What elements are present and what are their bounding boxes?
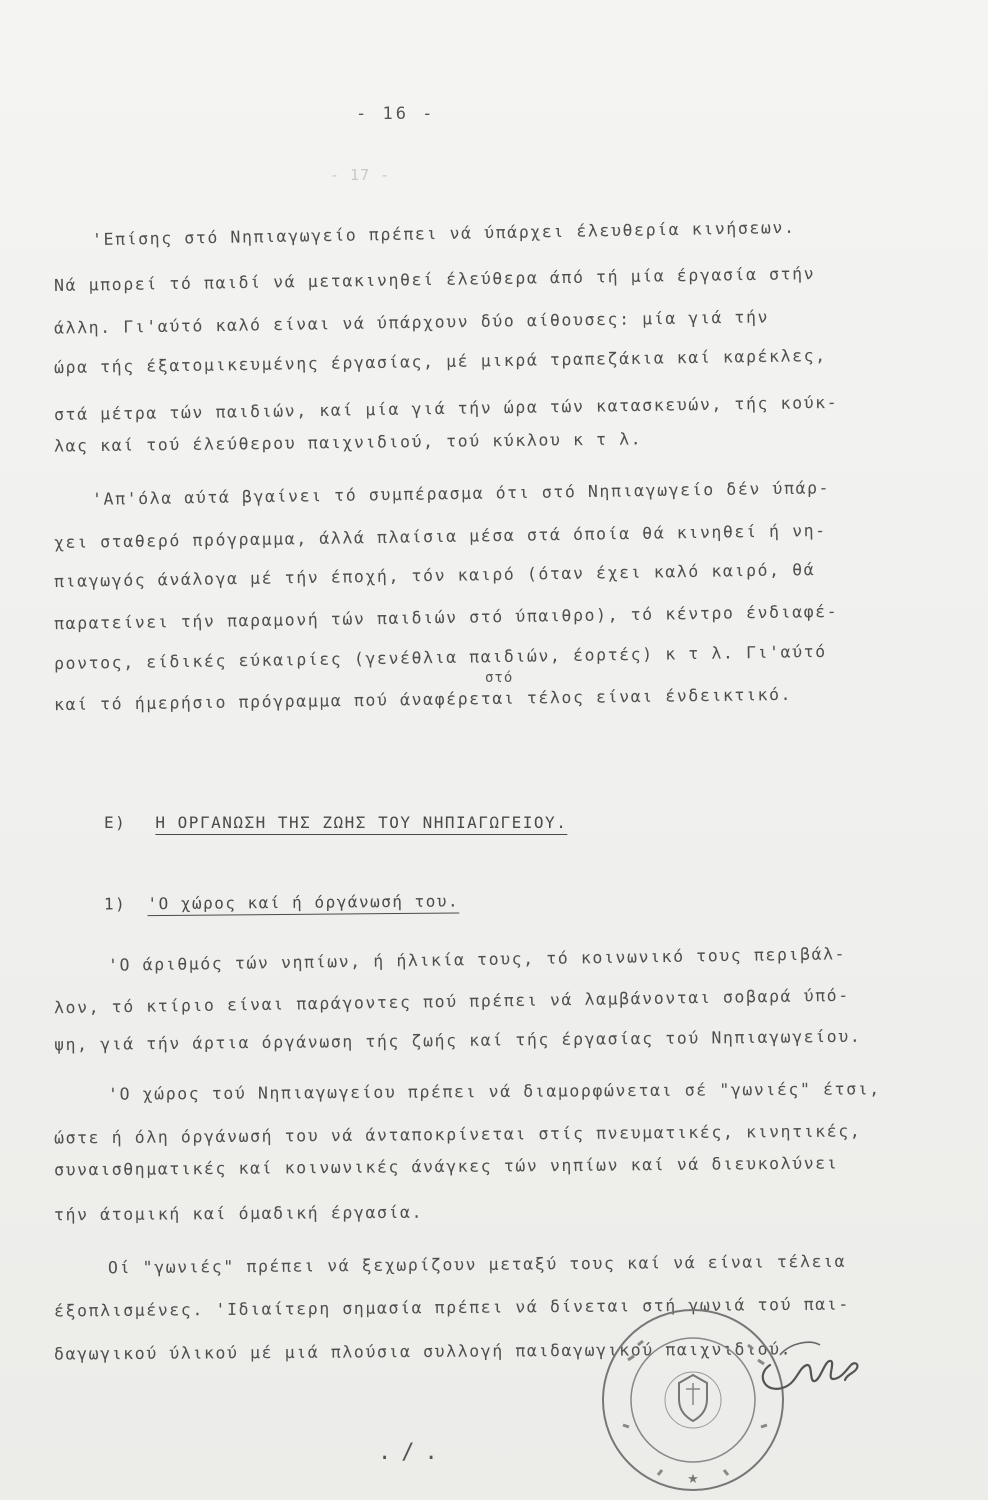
text-line: καί τό ήμερήσιο πρόγραμμα πού άναφέρεται τέλος είναι ένδεικτικό. (53, 684, 793, 715)
section-label: Ε) (104, 813, 127, 832)
text-line: πιαγωγός άνάλογα μέ τήν έποχή, τόν καιρό (όταν έχει καλό καιρό, θά (53, 560, 816, 591)
text-line: ώρα τής έξατομικευμένης έργασίας, μέ μικρά τραπεζάκια καί καρέκλες, (53, 345, 827, 378)
ghost-page-number: - 17 - (330, 166, 391, 184)
text-line: 'Απ'όλα αύτά βγαίνει τό συμπέρασμα ότι στό Νηπιαγωγείο δέν ύπάρ- (91, 478, 831, 509)
text-line: λον, τό κτίριο είναι παράγοντες πού πρέπει νά λαμβάνονται σοβαρά ύπό- (53, 985, 850, 1018)
handwritten-insert: στό (485, 670, 514, 686)
text-line: συναισθηματικές καί κοινωνικές άνάγκες τών νηπίων καί νά διευκολύνει (53, 1153, 839, 1180)
text-line: έξοπλισμένες. 'Ιδιαίτερη σημασία πρέπει νά δίνεται στή γωνιά τού παι- (53, 1294, 850, 1321)
subsection-title: 'Ο χώρος καί ή όργάνωσή του. (147, 891, 460, 914)
section-heading (104, 813, 567, 832)
subsection-label: 1) (103, 894, 127, 914)
subsection-heading (104, 891, 459, 913)
text-line: 'Επίσης στό Νηπιαγωγείο πρέπει νά ύπάρχει έλευθερία κινήσεων. (91, 217, 796, 250)
section-title: Η ΟΡΓΑΝΩΣΗ ΤΗΣ ΖΩΗΣ ΤΟΥ ΝΗΠΙΑΓΩΓΕΙΟΥ. (155, 813, 568, 832)
text-line: χει σταθερό πρόγραμμα, άλλά πλαίσια μέσα στά όποία θά κινηθεί ή νη- (53, 520, 827, 553)
text-line: 'Ο χώρος τού Νηπιαγωγείου πρέπει νά διαμορφώνεται σέ "γωνιές" έτσι, (107, 1079, 881, 1104)
text-line: ψη, γιά τήν άρτια όργάνωση τής ζωής καί τής έργασίας τού Νηπιαγωγείου. (53, 1026, 862, 1055)
text-line: Νά μπορεί τό παιδί νά μετακινηθεί έλεύθερα άπό τή μία έργασία στήν (53, 264, 816, 295)
text-line: τήν άτομική καί όμαδική έργασία. (53, 1202, 424, 1225)
continuation-mark: ./. (378, 1440, 448, 1465)
text-line: λας καί τού έλεύθερου παιχνιδιού, τού κύκλου κ τ λ. (53, 429, 643, 456)
text-line: παρατείνει τήν παραμονή τών παιδιών στό ύπαιθρο), τό κέντρο ένδιαφέ- (53, 601, 839, 634)
text-line: ροντος, είδικές εύκαιρίες (γενέθλια παιδιών, έορτές) κ τ λ. Γι'αύτό (53, 641, 827, 674)
text-line: ώστε ή όλη όργάνωσή του νά άνταποκρίνεται στίς πνευματικές, κινητικές, (53, 1121, 862, 1148)
text-line: Οί "γωνιές" πρέπει νά ξεχωρίζουν μεταξύ τους καί νά είναι τέλεια (107, 1251, 847, 1278)
text-line: δαγωγικού ύλικού μέ μιά πλούσια συλλογή παιδαγωγικού παιχνιδιού. (53, 1339, 793, 1364)
text-line: 'Ο άριθμός τών νηπίων, ή ήλικία τους, τό κοινωνικό τους περιβάλ- (107, 944, 847, 975)
text-line: στά μέτρα τών παιδιών, καί μία γιά τήν ώρα τών κατασκευών, τής κούκ- (53, 392, 839, 425)
text-line: άλλη. Γι'αύτό καλό είναι νά ύπάρχουν δύο αίθουσες: μία γιά τήν (53, 307, 770, 338)
page-number: - 16 - (356, 104, 436, 124)
handwritten-signature-icon (750, 1325, 870, 1405)
svg-text:★: ★ (687, 1472, 699, 1487)
